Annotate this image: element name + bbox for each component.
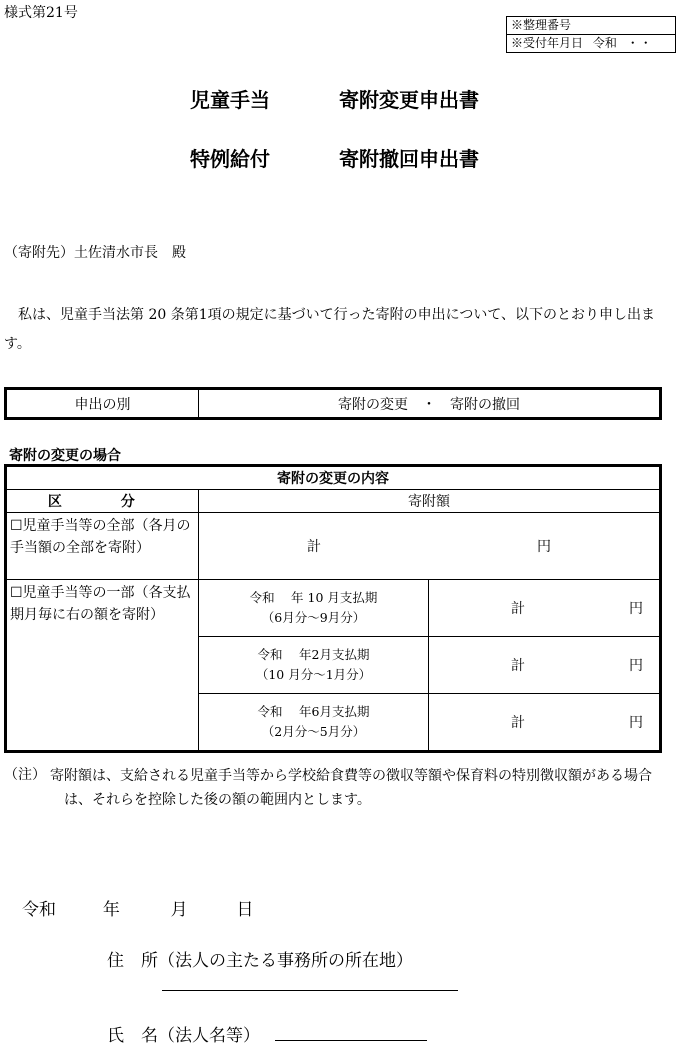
amount-yen: 円 (629, 715, 643, 731)
payment-period-line1: 令和 年 10 月支払期 (249, 590, 378, 605)
amount-kei: 計 (511, 601, 525, 617)
amount-kei: 計 (511, 715, 525, 731)
intro-paragraph: 私は、児童手当法第 20 条第1項の規定に基づいて行った寄附の申出について、以下のとおり申し出ます。 (4, 307, 656, 352)
payment-period-line2: （6月分～9月分） (261, 610, 366, 625)
amount-kei: 計 (511, 658, 525, 674)
received-era: 令和 (592, 36, 617, 50)
change-content-title: 寄附の変更の内容 (6, 466, 661, 490)
full-amount-kei: 計 (307, 539, 321, 555)
payment-period-line2: （10 月分～1月分） (255, 667, 372, 682)
addressee: （寄附先）土佐清水市長 殿 (4, 245, 186, 261)
full-donation-option[interactable]: ☐児童手当等の全部（各月の手当額の全部を寄附） (6, 513, 199, 580)
payment-amount[interactable] (429, 637, 661, 694)
full-amount-yen: 円 (537, 539, 551, 555)
note-label: （注） (4, 767, 46, 783)
amount-header: 寄附額 (199, 490, 661, 513)
request-type-label: 申出の別 (6, 389, 199, 419)
amount-yen: 円 (629, 601, 643, 617)
request-type-options[interactable]: 寄附の変更 ・ 寄附の撤回 (199, 389, 661, 419)
date-month: 月 (170, 900, 188, 920)
payment-period-line1: 令和 年6月支払期 (257, 704, 370, 719)
change-section-heading: 寄附の変更の場合 (9, 448, 121, 464)
registration-number-label: ※整理番号 (511, 18, 572, 32)
payment-amount[interactable] (429, 694, 661, 752)
address-input-line[interactable] (162, 990, 458, 991)
received-date-label: ※受付年月日 (511, 36, 584, 50)
request-type-table (4, 387, 662, 420)
title-change-request: 寄附変更申出書 (339, 88, 479, 112)
payment-amount[interactable] (429, 580, 661, 637)
title-withdrawal-request: 寄附撤回申出書 (339, 147, 479, 171)
registration-box (506, 16, 676, 53)
date-day: 日 (236, 900, 254, 920)
payment-period (199, 694, 429, 752)
payment-period (199, 580, 429, 637)
partial-donation-option[interactable]: ☐児童手当等の一部（各支払期月毎に右の額を寄附） (6, 580, 199, 752)
full-donation-amount[interactable] (199, 513, 661, 580)
payment-period-line2: （2月分～5月分） (261, 724, 366, 739)
name-label: 氏 名（法人名等） (107, 1026, 260, 1046)
amount-yen: 円 (629, 658, 643, 674)
date-line[interactable] (22, 895, 253, 920)
payment-period-line1: 令和 年2月支払期 (257, 647, 370, 662)
date-era: 令和 (22, 900, 56, 920)
title-special-benefit: 特例給付 (190, 147, 270, 171)
payment-period (199, 637, 429, 694)
name-input-line[interactable] (275, 1040, 427, 1041)
note-text: 寄附額は、支給される児童手当等から学校給食費等の徴収等額や保育料の特別徴収額がある場合は、それらを控除した後の額の範囲内とします。 (50, 768, 652, 808)
received-date-dots: ・・ (626, 36, 653, 50)
date-year: 年 (102, 900, 120, 920)
form-number: 様式第21号 (4, 5, 78, 21)
received-date-row (507, 34, 675, 52)
change-content-table (4, 464, 662, 753)
title-child-allowance: 児童手当 (190, 88, 270, 112)
category-header: 区 分 (6, 490, 199, 513)
address-label: 住 所（法人の主たる事務所の所在地） (107, 951, 413, 971)
